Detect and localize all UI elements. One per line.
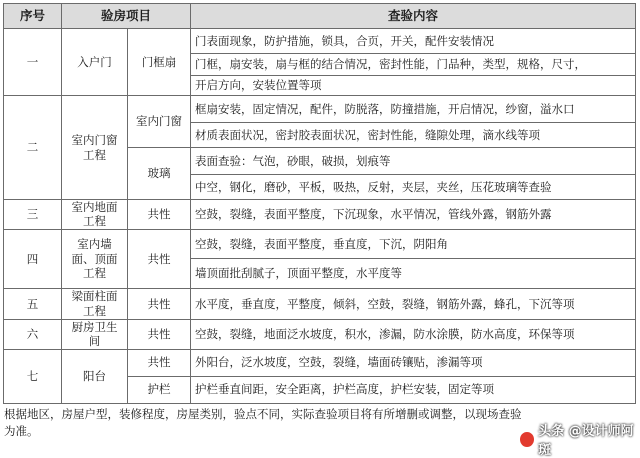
footnote: 根据地区，房屋户型，装修程度，房屋类别，验点不同，实际查验项目将有所增删或调整，以现场查验为准。 — [4, 407, 522, 438]
row-content: 中空，钢化，磨砂，平板，吸热，反射，夹层，夹丝，压花玻璃等查验 — [191, 175, 636, 200]
row-item: 梁面柱面工程 — [62, 288, 128, 319]
row-subitem: 护栏 — [128, 376, 191, 403]
row-item: 室内墙面、顶面工程 — [62, 229, 128, 288]
row-subitem: 室内门窗 — [128, 96, 191, 148]
row-number: 二 — [4, 96, 62, 200]
row-content: 水平度，垂直度，平整度，倾斜，空鼓，裂缝，钢筋外露，蜂孔，下沉等项 — [191, 288, 636, 319]
row-item: 阳台 — [62, 349, 128, 403]
row-subitem: 共性 — [128, 349, 191, 376]
table-header-row — [4, 4, 636, 29]
toutiao-logo-icon — [520, 432, 534, 447]
table-row — [4, 200, 636, 230]
table-row — [4, 288, 636, 319]
row-subitem: 共性 — [128, 288, 191, 319]
row-item: 入户门 — [62, 29, 128, 96]
row-subitem: 门框扇 — [128, 29, 191, 96]
row-item: 厨房卫生间 — [62, 319, 128, 349]
row-subitem: 共性 — [128, 200, 191, 230]
table-row — [4, 29, 636, 54]
row-content: 空鼓，裂缝，表面平整度，垂直度，下沉，阴阳角 — [191, 229, 636, 258]
row-content: 门框，扇安装，扇与框的结合情况，密封性能，门品种，类型，规格，尺寸， — [191, 54, 636, 76]
row-content: 墙顶面批刮腻子，顶面平整度，水平度等 — [191, 258, 636, 288]
table-row — [4, 349, 636, 376]
row-item: 室内地面工程 — [62, 200, 128, 230]
row-content: 表面查验：气泡，砂眼，破损，划痕等 — [191, 148, 636, 175]
row-number: 一 — [4, 29, 62, 96]
row-content: 门表面现象，防护措施，锁具，合页，开关，配件安装情况 — [191, 29, 636, 54]
row-content: 空鼓，裂缝，表面平整度，下沉现象，水平情况，管线外露，钢筋外露 — [191, 200, 636, 230]
header-content: 查验内容 — [191, 4, 636, 29]
row-content: 护栏垂直间距，安全距离，护栏高度，护栏安装，固定等项 — [191, 376, 636, 403]
header-no: 序号 — [4, 4, 62, 29]
row-content: 空鼓，裂缝，地面泛水坡度，积水，渗漏，防水涂膜，防水高度，环保等项 — [191, 319, 636, 349]
row-number: 六 — [4, 319, 62, 349]
row-subitem: 共性 — [128, 229, 191, 288]
row-number: 七 — [4, 349, 62, 403]
watermark-text: 头条 @设计师阿斑 — [538, 424, 634, 458]
row-subitem: 玻璃 — [128, 148, 191, 200]
table-row — [4, 96, 636, 123]
header-item: 验房项目 — [62, 4, 191, 29]
table-row — [4, 229, 636, 258]
inspection-table — [3, 3, 636, 404]
row-number: 五 — [4, 288, 62, 319]
row-item: 室内门窗工程 — [62, 96, 128, 200]
row-subitem: 共性 — [128, 319, 191, 349]
row-content: 开启方向，安装位置等项 — [191, 76, 636, 96]
row-content: 外阳台，泛水坡度，空鼓，裂缝，墙面砖镶贴，渗漏等项 — [191, 349, 636, 376]
row-content: 框扇安装，固定情况，配件，防脱落，防撞措施，开启情况，纱窗，溢水口 — [191, 96, 636, 123]
row-number: 三 — [4, 200, 62, 230]
watermark — [520, 420, 640, 458]
row-content: 材质表面状况，密封胶表面状况，密封性能，缝隙处理，滴水线等项 — [191, 123, 636, 148]
table-row — [4, 319, 636, 349]
row-number: 四 — [4, 229, 62, 288]
